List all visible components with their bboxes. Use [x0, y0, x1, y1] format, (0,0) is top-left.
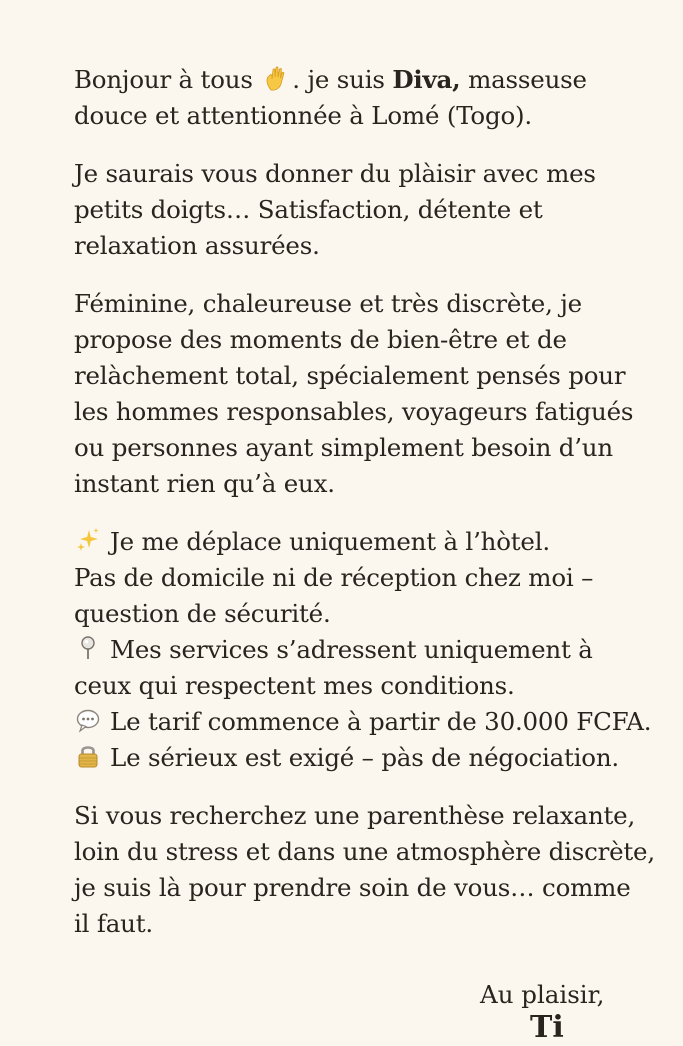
feminine-line: ou personnes ayant simplement besoin d’un — [74, 433, 613, 462]
closing-line: je suis là pour prendre soin de vous… comme — [74, 873, 631, 902]
closing-line: Si vous recherchez une parenthèse relaxante, — [74, 801, 636, 830]
feminine-line: les hommes responsables, voyageurs fatigués — [74, 397, 634, 426]
condition-text: ceux qui respectent mes conditions. — [74, 671, 515, 700]
intro-text: . je suis — [292, 65, 393, 94]
lock-icon — [74, 742, 102, 770]
condition-text: question de sécurité. — [74, 599, 331, 628]
intro-role: masseuse — [460, 65, 587, 94]
conditions-paragraph — [74, 524, 654, 776]
waving-hand-icon — [262, 65, 290, 93]
feminine-line: Féminine, chaleureuse et très discrète, je — [74, 289, 582, 318]
closing-paragraph — [74, 798, 654, 942]
closing-line: loin du stress et dans une atmosphère discrète, — [74, 837, 655, 866]
condition-hotel — [74, 524, 654, 560]
condition-text: Pas de domicile ni de réception chez moi – — [74, 563, 594, 592]
author-name: Diva, — [392, 65, 461, 94]
pushpin-icon — [74, 634, 102, 662]
condition-text: Mes services s’adressent uniquement à — [110, 635, 593, 664]
condition-text: Je me déplace uniquement à l’hòtel. — [110, 527, 550, 556]
condition-services — [74, 632, 654, 668]
feminine-line: instant rien qu’à eux. — [74, 469, 335, 498]
intro-paragraph — [74, 62, 654, 134]
signature: Ti — [530, 1010, 564, 1045]
condition-price — [74, 704, 654, 740]
signoff: Au plaisir, — [480, 980, 605, 1009]
condition-text: Le sérieux est exigé – pàs de négociation. — [110, 743, 620, 772]
intro-greeting: Bonjour à tous — [74, 65, 253, 94]
pleasure-paragraph — [74, 156, 654, 264]
sparkles-icon — [74, 526, 102, 554]
pleasure-line: Je saurais vous donner du plàisir avec mes — [74, 159, 596, 188]
pleasure-line: petits doigts… Satisfaction, détente et — [74, 195, 543, 224]
feminine-line: propose des moments de bien-être et de — [74, 325, 567, 354]
speech-balloon-icon — [74, 706, 102, 734]
intro-line-1 — [74, 62, 654, 98]
condition-text: Le tarif commence à partir de 30.000 FCFA. — [110, 707, 652, 736]
pleasure-line: relaxation assurées. — [74, 231, 320, 260]
feminine-line: relàchement total, spécialement pensés pour — [74, 361, 626, 390]
feminine-paragraph — [74, 286, 654, 502]
condition-serious — [74, 740, 654, 776]
closing-line: il faut. — [74, 909, 153, 938]
intro-line-2: douce et attentionnée à Lomé (Togo). — [74, 101, 532, 130]
message-body — [74, 62, 654, 964]
